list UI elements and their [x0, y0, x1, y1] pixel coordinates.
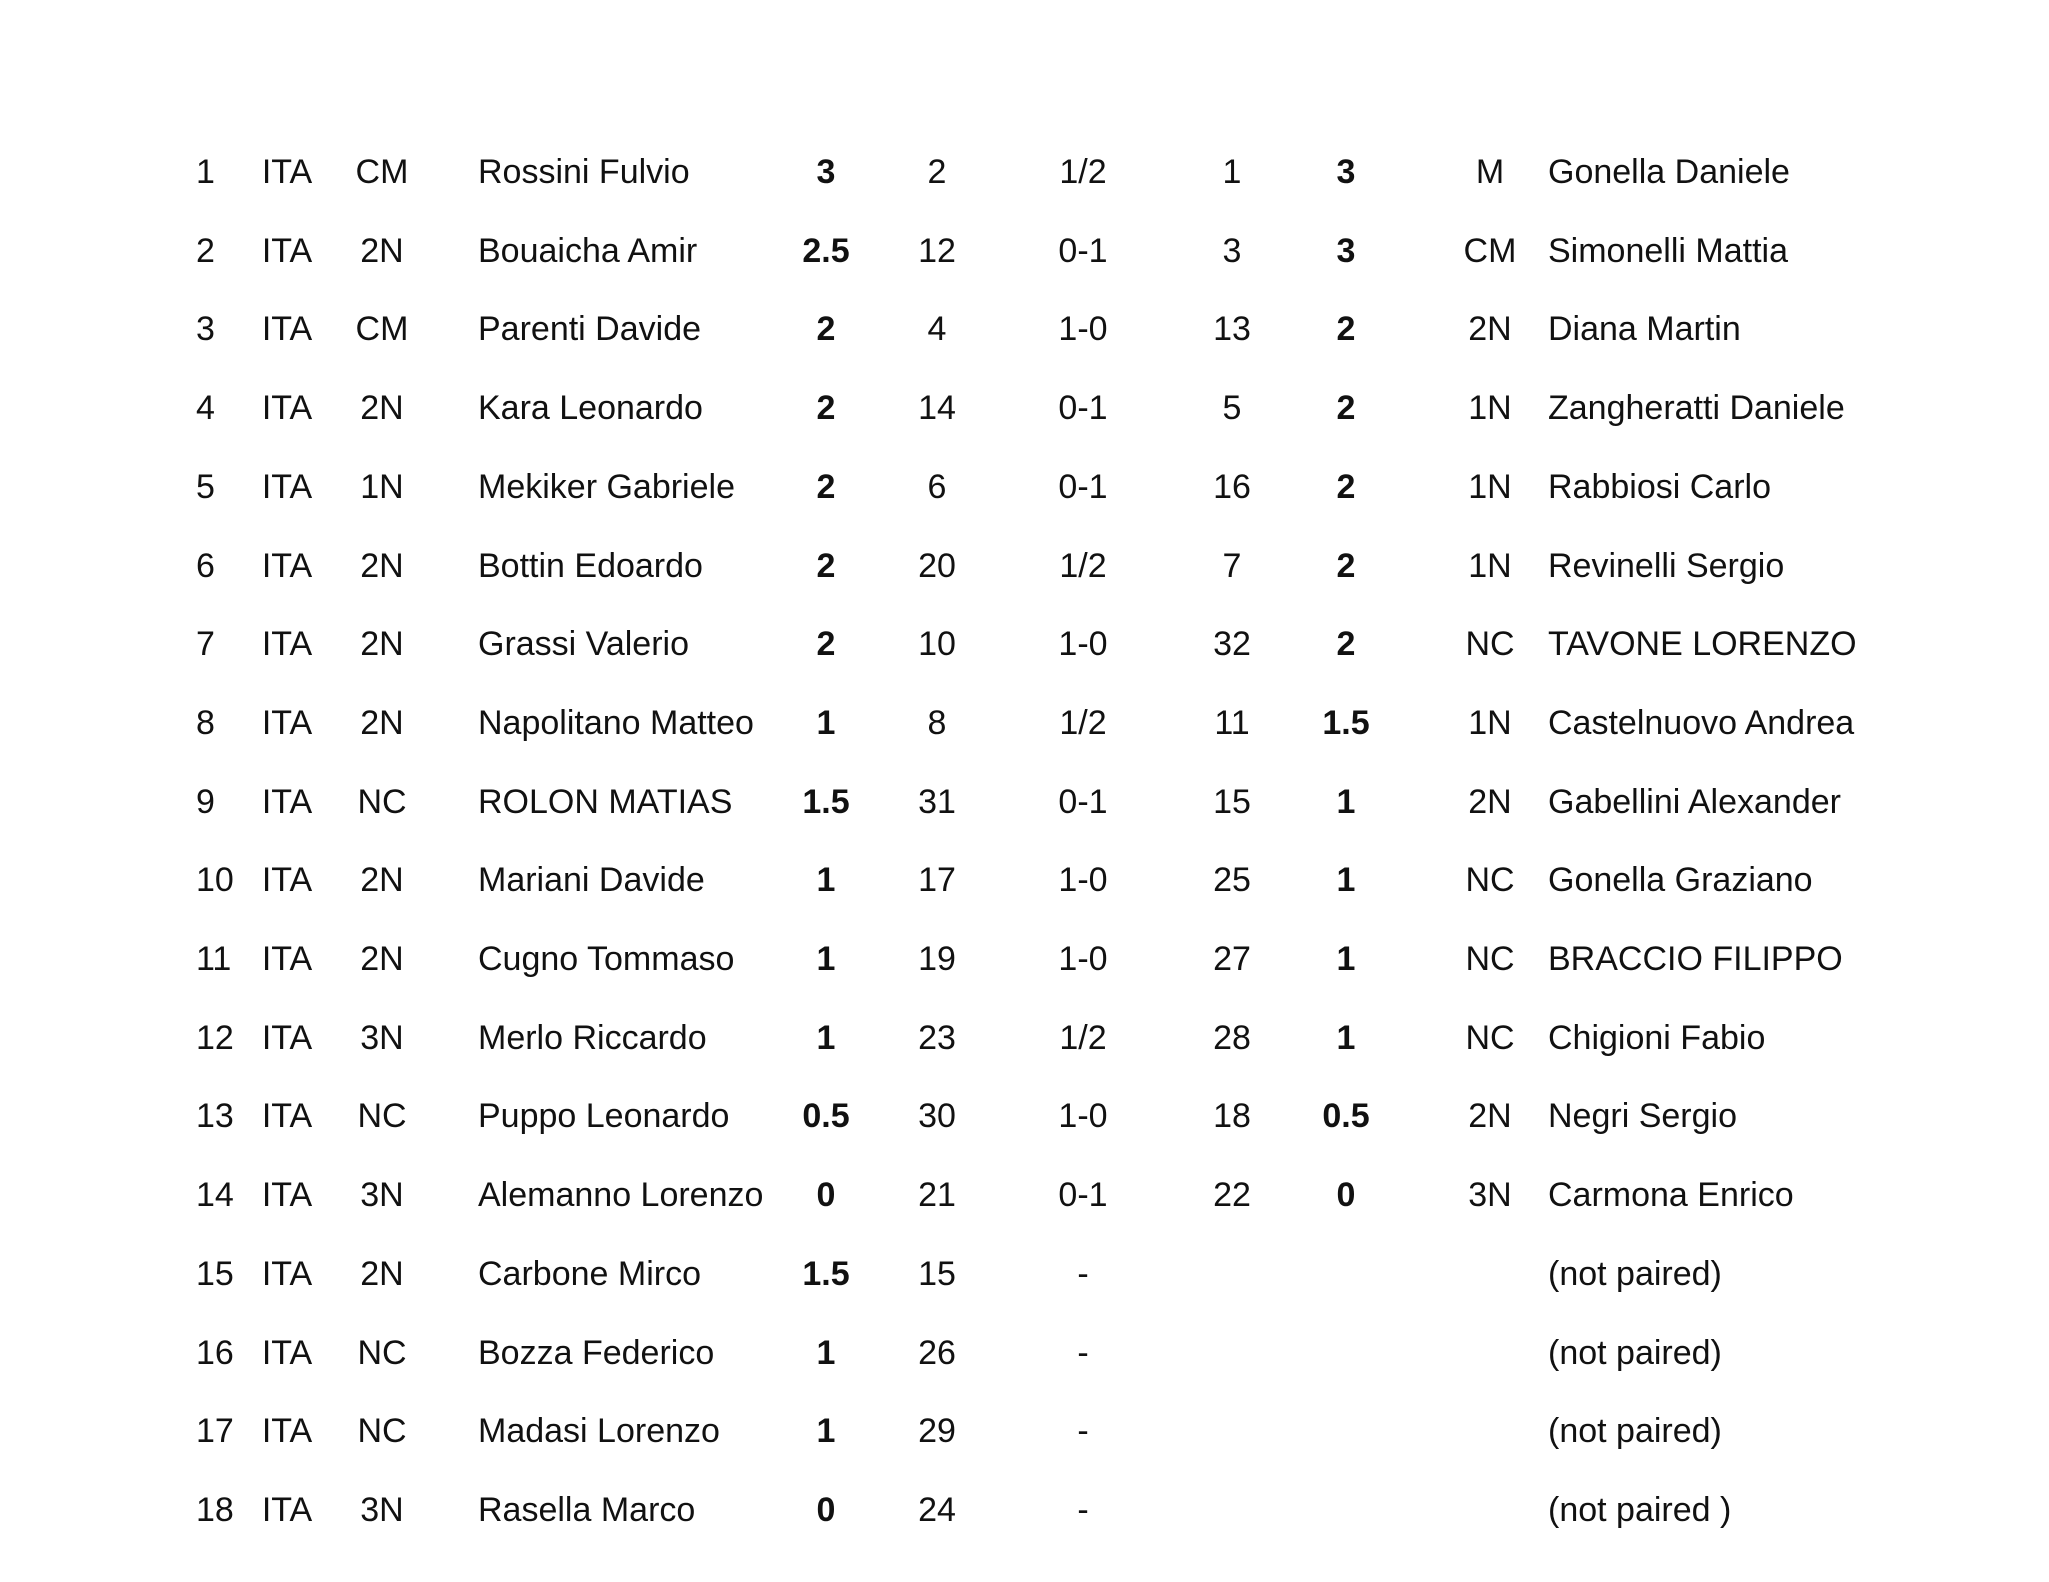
game-result: 1-0: [1058, 1097, 1108, 1136]
opponent-name: Rabbiosi Carlo: [1548, 467, 1771, 506]
row-number: 7: [196, 625, 215, 664]
table-row: [0, 860, 2049, 920]
player-category: 2N: [360, 940, 404, 978]
player-category: 1N: [360, 467, 404, 506]
game-result: 0-1: [1058, 467, 1108, 506]
opponent-name: (not paired): [1548, 1254, 1722, 1293]
federation: ITA: [261, 1254, 313, 1293]
player-points: 1.5: [802, 782, 850, 821]
game-result: 1/2: [1059, 703, 1107, 742]
player-category: 2N: [360, 546, 404, 585]
opponent-name: (not paired): [1548, 1333, 1722, 1372]
player-points: 1: [816, 940, 836, 978]
opponent-ref: 23: [918, 1018, 956, 1057]
player-category: NC: [357, 1333, 407, 1372]
table-row: [0, 152, 2049, 212]
player-points: 2: [816, 467, 836, 506]
player-points: 1: [816, 861, 836, 900]
player-category: 3N: [360, 1018, 404, 1057]
opponent-number: 7: [1222, 546, 1242, 585]
table-row: [0, 624, 2049, 684]
opponent-category: NC: [1465, 940, 1515, 978]
game-result: -: [1077, 1333, 1089, 1372]
opponent-name: Castelnuovo Andrea: [1548, 703, 1855, 742]
federation: ITA: [261, 703, 313, 742]
opponent-ref: 20: [918, 546, 956, 585]
player-points: 1: [816, 703, 836, 742]
game-result: -: [1077, 1490, 1089, 1529]
opponent-number: 5: [1222, 389, 1242, 428]
opponent-category: NC: [1465, 861, 1515, 900]
opponent-number: 13: [1213, 310, 1251, 349]
row-number: 15: [196, 1254, 234, 1293]
opponent-name: Simonelli Mattia: [1548, 231, 1788, 270]
opponent-category: CM: [1463, 231, 1517, 270]
opponent-number: 18: [1213, 1097, 1251, 1136]
opponent-category: NC: [1465, 1018, 1515, 1057]
opponent-number: 25: [1213, 861, 1251, 900]
opponent-number: 15: [1213, 782, 1251, 821]
row-number: 14: [196, 1176, 234, 1215]
federation: ITA: [261, 310, 313, 349]
opponent-points: 1: [1336, 1018, 1356, 1057]
opponent-ref: 4: [927, 310, 947, 349]
player-name: ROLON MATIAS: [478, 782, 733, 821]
row-number: 5: [196, 467, 215, 506]
player-category: 3N: [360, 1176, 404, 1215]
game-result: 0-1: [1058, 782, 1108, 821]
player-name: Alemanno Lorenzo: [478, 1176, 764, 1215]
game-result: 0-1: [1058, 231, 1108, 270]
federation: ITA: [261, 625, 313, 664]
opponent-number: 32: [1213, 625, 1251, 664]
player-points: 1: [816, 1333, 836, 1372]
opponent-ref: 15: [918, 1254, 956, 1293]
player-points: 1.5: [802, 1254, 850, 1293]
opponent-ref: 24: [918, 1490, 956, 1529]
opponent-points: 2: [1336, 546, 1356, 585]
row-number: 13: [196, 1097, 234, 1136]
player-category: 2N: [360, 703, 404, 742]
player-category: 2N: [360, 625, 404, 664]
opponent-number: 22: [1213, 1176, 1251, 1215]
opponent-points: 2: [1336, 625, 1356, 664]
player-points: 0: [816, 1176, 836, 1215]
federation: ITA: [261, 940, 313, 978]
opponent-category: 1N: [1468, 467, 1512, 506]
federation: ITA: [261, 1333, 313, 1372]
opponent-ref: 31: [918, 782, 956, 821]
player-name: Mekiker Gabriele: [478, 467, 735, 506]
player-points: 2: [816, 625, 836, 664]
federation: ITA: [261, 1097, 313, 1136]
player-name: Parenti Davide: [478, 310, 702, 349]
player-points: 2: [816, 546, 836, 585]
player-category: 3N: [360, 1490, 404, 1529]
opponent-number: 16: [1213, 467, 1251, 506]
row-number: 10: [196, 861, 234, 900]
opponent-name: BRACCIO FILIPPO: [1548, 940, 1843, 978]
game-result: 0-1: [1058, 1176, 1108, 1215]
opponent-name: Diana Martin: [1548, 310, 1741, 349]
federation: ITA: [261, 1490, 313, 1529]
player-category: CM: [355, 310, 409, 349]
player-name: Bottin Edoardo: [478, 546, 703, 585]
opponent-name: Gonella Daniele: [1548, 153, 1790, 191]
opponent-points: 1.5: [1322, 703, 1370, 742]
opponent-name: (not paired ): [1548, 1490, 1732, 1529]
table-row: [0, 309, 2049, 369]
row-number: 9: [196, 782, 215, 821]
player-points: 3: [816, 153, 836, 191]
row-number: 17: [196, 1412, 234, 1451]
player-name: Mariani Davide: [478, 861, 705, 900]
opponent-number: 27: [1213, 940, 1251, 978]
opponent-name: (not paired): [1548, 1412, 1722, 1451]
federation: ITA: [261, 782, 313, 821]
opponent-points: 0.5: [1322, 1097, 1370, 1136]
row-number: 18: [196, 1490, 234, 1529]
opponent-name: Carmona Enrico: [1548, 1176, 1794, 1215]
opponent-ref: 19: [918, 940, 956, 978]
opponent-ref: 29: [918, 1412, 956, 1451]
player-name: Madasi Lorenzo: [478, 1412, 720, 1451]
opponent-category: 2N: [1468, 1097, 1512, 1136]
table-row: [0, 782, 2049, 842]
player-category: NC: [357, 782, 407, 821]
opponent-points: 2: [1336, 310, 1356, 349]
table-row: [0, 467, 2049, 527]
row-number: 8: [196, 703, 215, 742]
opponent-category: NC: [1465, 625, 1515, 664]
opponent-category: 1N: [1468, 546, 1512, 585]
opponent-ref: 21: [918, 1176, 956, 1215]
table-row: [0, 1411, 2049, 1471]
opponent-points: 1: [1336, 861, 1356, 900]
opponent-ref: 30: [918, 1097, 956, 1136]
opponent-category: M: [1475, 153, 1505, 191]
table-row: [0, 703, 2049, 763]
opponent-points: 2: [1336, 467, 1356, 506]
opponent-ref: 2: [927, 153, 947, 191]
opponent-points: 0: [1336, 1176, 1356, 1215]
row-number: 11: [196, 940, 232, 978]
player-name: Bozza Federico: [478, 1333, 715, 1372]
table-row: [0, 546, 2049, 606]
opponent-name: Chigioni Fabio: [1548, 1018, 1766, 1057]
row-number: 6: [196, 546, 215, 585]
player-points: 0: [816, 1490, 836, 1529]
table-row: [0, 1254, 2049, 1314]
opponent-category: 1N: [1468, 703, 1512, 742]
player-name: Rossini Fulvio: [478, 153, 690, 191]
opponent-number: 1: [1222, 153, 1242, 191]
opponent-ref: 10: [918, 625, 956, 664]
row-number: 4: [196, 389, 215, 428]
row-number: 12: [196, 1018, 234, 1057]
player-name: Napolitano Matteo: [478, 703, 754, 742]
federation: ITA: [261, 1018, 313, 1057]
player-points: 1: [816, 1412, 836, 1451]
opponent-points: 3: [1336, 231, 1356, 270]
table-row: [0, 1096, 2049, 1156]
opponent-ref: 12: [918, 231, 956, 270]
game-result: 0-1: [1058, 389, 1108, 428]
game-result: 1/2: [1059, 153, 1107, 191]
game-result: -: [1077, 1412, 1089, 1451]
opponent-number: 28: [1213, 1018, 1251, 1057]
federation: ITA: [261, 861, 313, 900]
player-points: 1: [816, 1018, 836, 1057]
player-category: CM: [355, 153, 409, 191]
player-name: Grassi Valerio: [478, 625, 689, 664]
federation: ITA: [261, 153, 313, 191]
table-row: [0, 1490, 2049, 1550]
opponent-ref: 14: [918, 389, 956, 428]
game-result: 1-0: [1058, 310, 1108, 349]
opponent-name: Negri Sergio: [1548, 1097, 1737, 1136]
table-row: [0, 1018, 2049, 1078]
player-category: 2N: [360, 231, 404, 270]
player-points: 2.5: [802, 231, 850, 270]
federation: ITA: [261, 389, 313, 428]
federation: ITA: [261, 546, 313, 585]
row-number: 2: [196, 231, 215, 270]
federation: ITA: [261, 231, 313, 270]
opponent-name: TAVONE LORENZO: [1548, 625, 1857, 664]
opponent-category: 3N: [1468, 1176, 1512, 1215]
opponent-category: 2N: [1468, 310, 1512, 349]
row-number: 1: [196, 153, 215, 191]
opponent-ref: 8: [927, 703, 947, 742]
opponent-points: 1: [1336, 940, 1356, 978]
federation: ITA: [261, 1412, 313, 1451]
opponent-number: 3: [1222, 231, 1242, 270]
game-result: 1-0: [1058, 625, 1108, 664]
opponent-number: 11: [1214, 703, 1250, 742]
game-result: 1/2: [1059, 1018, 1107, 1057]
player-category: 2N: [360, 1254, 404, 1293]
player-name: Merlo Riccardo: [478, 1018, 707, 1057]
opponent-name: Gonella Graziano: [1548, 861, 1813, 900]
opponent-ref: 6: [927, 467, 947, 506]
federation: ITA: [261, 1176, 313, 1215]
opponent-category: 1N: [1468, 389, 1512, 428]
player-name: Rasella Marco: [478, 1490, 696, 1529]
opponent-points: 3: [1336, 153, 1356, 191]
row-number: 16: [196, 1333, 234, 1372]
opponent-ref: 26: [918, 1333, 956, 1372]
player-points: 2: [816, 310, 836, 349]
row-number: 3: [196, 310, 215, 349]
player-name: Carbone Mirco: [478, 1254, 701, 1293]
opponent-name: Revinelli Sergio: [1548, 546, 1785, 585]
table-row: [0, 939, 2049, 999]
player-name: Cugno Tommaso: [478, 940, 735, 978]
player-category: 2N: [360, 389, 404, 428]
player-category: NC: [357, 1412, 407, 1451]
player-name: Bouaicha Amir: [478, 231, 698, 270]
game-result: 1-0: [1058, 940, 1108, 978]
game-result: -: [1077, 1254, 1089, 1293]
player-points: 0.5: [802, 1097, 850, 1136]
opponent-name: Gabellini Alexander: [1548, 782, 1841, 821]
player-name: Kara Leonardo: [478, 389, 703, 428]
player-category: NC: [357, 1097, 407, 1136]
player-category: 2N: [360, 861, 404, 900]
game-result: 1-0: [1058, 861, 1108, 900]
federation: ITA: [261, 467, 313, 506]
table-row: [0, 388, 2049, 448]
opponent-ref: 17: [918, 861, 956, 900]
player-name: Puppo Leonardo: [478, 1097, 730, 1136]
opponent-name: Zangheratti Daniele: [1548, 389, 1845, 428]
table-row: [0, 1333, 2049, 1393]
table-row: [0, 231, 2049, 291]
game-result: 1/2: [1059, 546, 1107, 585]
opponent-points: 2: [1336, 389, 1356, 428]
opponent-points: 1: [1336, 782, 1356, 821]
opponent-category: 2N: [1468, 782, 1512, 821]
table-row: [0, 1175, 2049, 1235]
player-points: 2: [816, 389, 836, 428]
